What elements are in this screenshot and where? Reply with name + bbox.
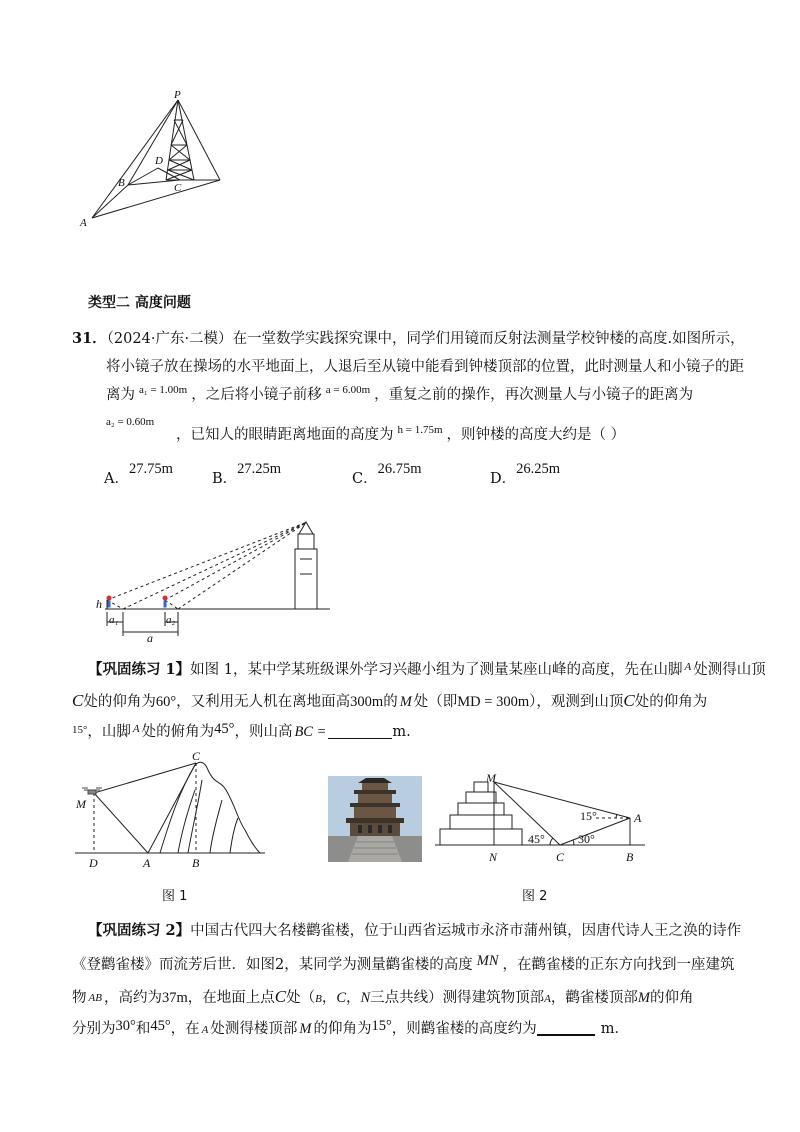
point-n-p2: N [360,990,371,1006]
q31-line3 [106,384,694,403]
fig1-label-c: C [192,750,201,763]
q31-text-4b: ，则钟楼的高度大约是（ ） [446,427,626,443]
point-m-p2-2: M [299,1021,312,1037]
fig2-angle-15: 15° [580,809,597,823]
practice2-text-4g: m． [600,1021,630,1037]
practice1-text-2b: ，又利用无人机在离地面高 [176,694,351,710]
practice2-text-4f: ，则鹳雀楼的高度约为 [391,1021,537,1037]
practice1-text-3d: m. [392,724,411,740]
fig1-label-b: B [192,856,200,870]
practice1-text-2c: 的 [383,694,398,710]
practice1-line3 [72,721,411,740]
angle-15-p2: 15° [371,1018,392,1034]
angle-30-p2: 30° [115,1018,136,1034]
practice1-text-2d: 处（即 [413,694,458,710]
practice2-text-4c: ，在 [170,1021,200,1037]
option-b-value: 27.25m [237,461,282,477]
practice2-text-4d: 处测得楼顶部 [210,1021,298,1037]
bc-label: BC = [294,724,327,740]
practice2-comma-1: ， [321,990,337,1006]
option-a[interactable] [104,461,173,487]
practice1-line2 [72,692,707,710]
ab-label: AB [88,992,102,1004]
practice2-text-3e: 三点共线）测得建筑物顶部 [370,990,545,1006]
option-d-letter: D． [490,471,517,487]
practice2-line1 [88,924,741,939]
practice2-text-3b: ，高约为 [103,990,162,1006]
practice2-text-3a: 物 [72,990,87,1006]
q31-text-3c: ，重复之前的操作，再次测量人与小镜子的距离为 [374,387,694,403]
answer-blank-2[interactable] [537,1020,595,1036]
practice1-text-1b: 处测得山顶 [693,662,766,678]
fig2-angle-30: 30° [578,832,595,846]
option-c-letter: C． [352,471,378,487]
mountain-figure [70,750,270,870]
stork-tower-figure [430,770,650,870]
question-number: 31． [72,330,107,347]
practice1-tag: 【巩固练习 1】 [88,661,191,678]
label-h: h [96,597,102,611]
q31-line2: 将小镜子放在操场的水平地面上，人退后至从镜中能看到钟楼顶部的位置，此时测量人和小镜子的距 [106,359,744,375]
angle-45-p2: 45° [150,1018,171,1034]
practice2-comma-2: ， [345,990,361,1006]
fig2-angle-45: 45° [528,832,545,846]
label-c: C [174,182,182,194]
point-b-p2: B [315,993,322,1005]
angle-15: 15° [72,724,88,736]
practice2-text-3c: ，在地面上点 [187,990,275,1006]
value-a: a = 6.00m [325,384,371,396]
point-c: C [72,691,84,710]
mn-label: MN [476,953,499,969]
point-a-2: A [132,723,140,735]
practice2-text-3f: ，鹳雀楼顶部 [550,990,638,1006]
practice2-tag: 【巩固练习 2】 [88,922,191,939]
fig2-label-n: N [489,850,498,864]
practice2-text-2b: ，在鹳雀楼的正东方向找到一座建筑 [502,957,735,973]
option-d[interactable] [490,461,561,487]
point-m-p2: M [637,990,650,1006]
q31-text-1: 在一堂数学实践探究课中，同学们用镜而反射法测量学校钟楼的高度.如图所示， [232,331,745,347]
label-a2: a₂ [166,614,176,626]
practice2-text-4b: 和 [135,1021,151,1037]
option-a-value: 27.75m [128,461,173,477]
practice2-text-2a: 《登鹳雀楼》而流芳后世．如图2，某同学为测量鹳雀楼的高度 [72,957,473,973]
label-p: P [174,90,181,101]
section-title: 类型二 高度问题 [88,295,191,311]
fig1-label-d: D [89,856,98,870]
practice2-text-1: 中国古代四大名楼鹳雀楼，位于山西省运城市永济市蒲州镇，因唐代诗人王之涣的诗作 [190,923,742,939]
practice2-line3 [72,988,693,1006]
label-a: a [147,631,153,644]
fig2-caption: 图 2 [522,889,548,904]
practice2-line4 [72,1020,629,1037]
practice1-text-2e: ），观测到山顶 [529,694,624,710]
answer-blank-1[interactable] [328,724,392,739]
point-a: A [684,661,692,673]
practice2-text-4a: 分别为 [72,1021,116,1037]
practice2-line2 [72,953,735,973]
fig2-label-m: M [486,771,496,785]
practice1-text-3c: ，则山高 [234,724,293,740]
practice1-text-2f: 处的仰角为 [634,694,708,710]
q31-line4 [106,416,155,437]
fig2-label-c: C [556,850,565,864]
point-c-p2: C [274,987,287,1006]
angle-45: 45° [214,721,235,737]
q31-line1 [72,332,745,347]
practice1-text-2a: 处的仰角为 [83,694,156,710]
point-a-p2-2: A [201,1024,209,1036]
option-d-value: 26.25m [516,461,561,477]
height-300: 300m [350,694,384,710]
q31-line4b [176,424,626,443]
md-value: MD = 300m [457,694,530,710]
label-a: A [80,217,87,229]
fig2-label-b: B [626,850,634,864]
practice1-text-3b: 处的俯角为 [141,724,215,740]
fig1-caption: 图 1 [162,889,188,904]
q31-text-3b: ，之后将小镜子前移 [191,387,322,403]
fig1-label-a: A [143,856,151,870]
drone-icon [82,788,102,794]
point-a-p2: A [544,993,551,1005]
practice2-text-3g: 的仰角 [649,990,694,1006]
practice1-line1 [88,663,766,678]
option-b-letter: B． [212,471,238,487]
option-b[interactable] [212,461,282,487]
label-a1: a₁ [109,614,119,626]
practice1-text-3a: ，山脚 [87,724,131,740]
point-m: M [399,694,412,710]
option-a-letter: A． [104,471,129,487]
fig2-label-a: A [634,811,642,825]
option-c-value: 26.75m [377,461,422,477]
value-h: h = 1.75m [397,424,443,436]
value-a2: a₂ = 0.60m [106,416,155,428]
height-37: 37m [161,990,188,1006]
question-source: （2024·广东·二模） [106,331,233,347]
practice1-text-1a: 如图 1，某中学某班级课外学习兴趣小组为了测量某座山峰的高度，先在山脚 [190,662,683,678]
q31-text-4a: ，已知人的眼睛距离地面的高度为 [176,427,394,443]
option-c[interactable] [352,461,422,487]
point-c-p2-2: C [336,990,346,1006]
clock-tower-figure [95,514,335,644]
tower-figure [70,90,230,240]
practice2-text-4e: 的仰角为 [313,1021,372,1037]
fig1-label-m: M [76,797,86,811]
practice2-text-3d: 处（ [286,990,316,1006]
label-d: D [155,155,163,167]
label-b: B [118,177,125,189]
q31-text-3a: 离为 [106,387,135,403]
value-a1: a₁ = 1.00m [139,384,188,396]
point-c-2: C [623,691,635,710]
angle-60: 60° [155,694,177,710]
tower-photo [328,776,422,862]
